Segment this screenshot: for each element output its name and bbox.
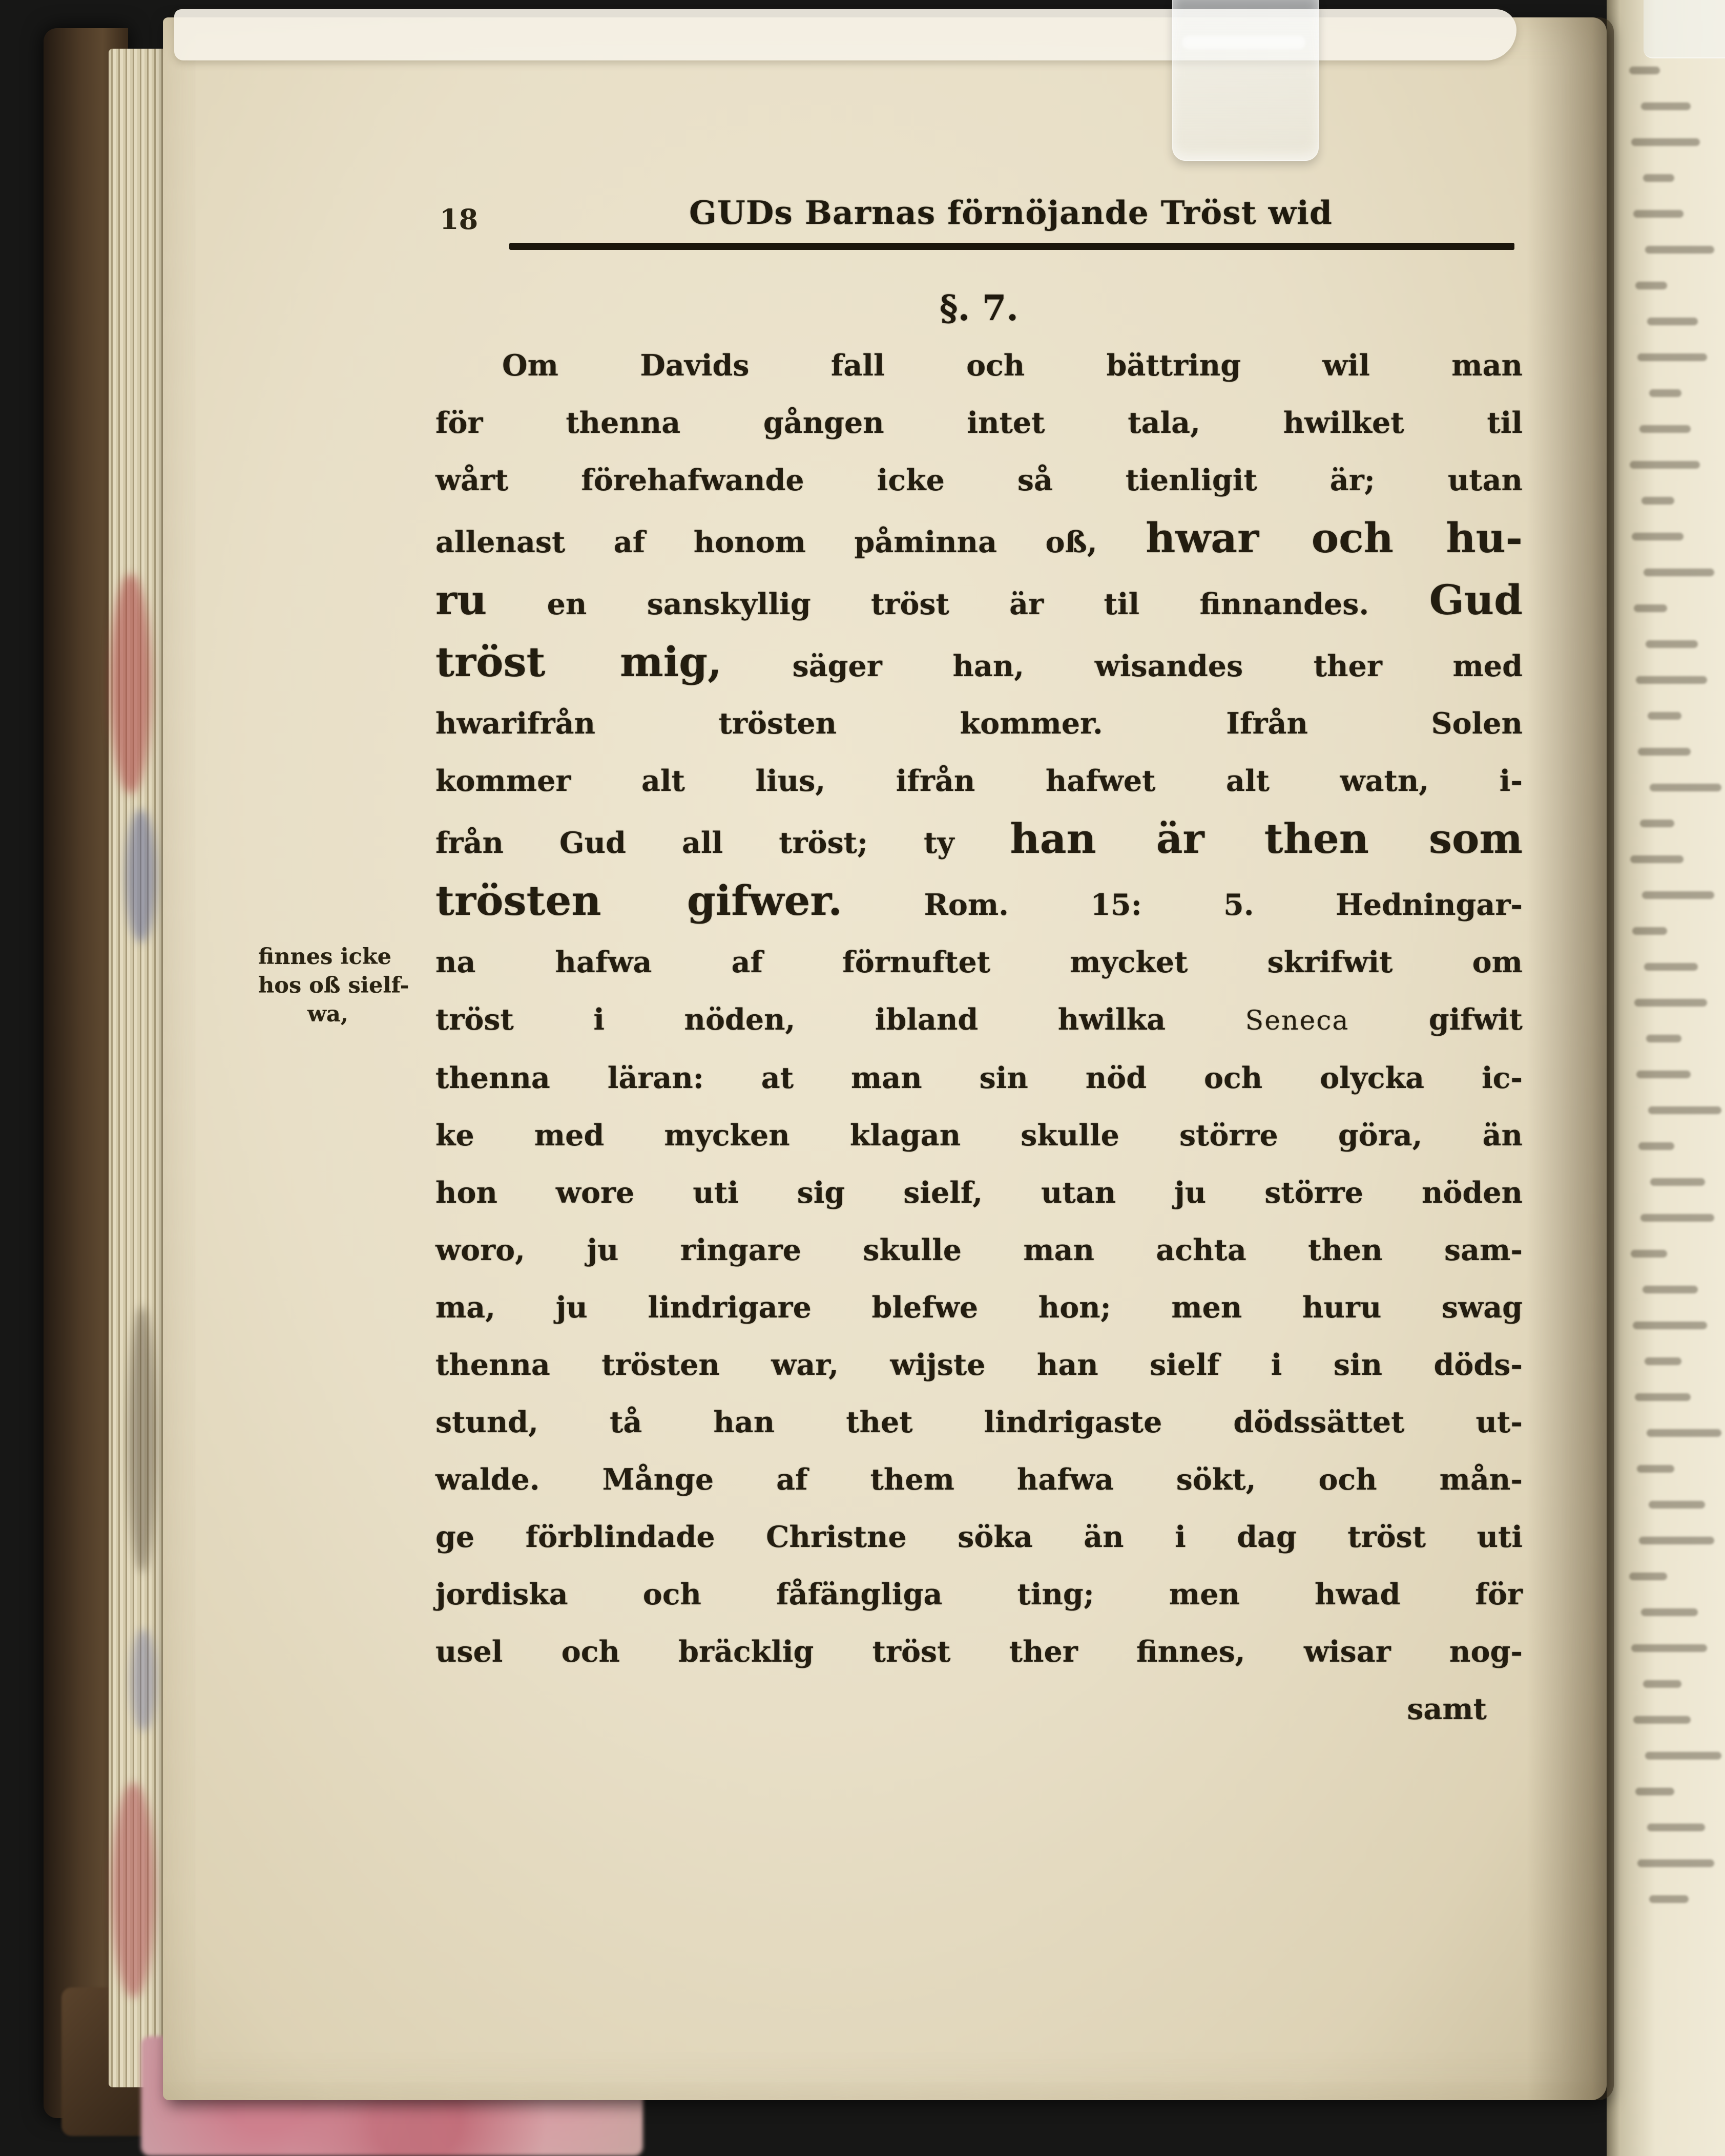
bleed-line [1643, 174, 1674, 182]
bleed-line [1639, 425, 1691, 433]
margin-note-line: wa, [307, 1001, 348, 1027]
body-text-segment: stund, tå han thet lindrigaste dödssättet ut- [435, 1405, 1523, 1439]
body-line [435, 991, 1523, 1050]
body-text-segment: thenna läran: at man sin nöd och olycka ic- [435, 1061, 1523, 1095]
bleed-line [1643, 1680, 1681, 1688]
bleed-line [1637, 1465, 1674, 1473]
body-line [435, 1107, 1523, 1164]
body-text-segment: na hafwa af förnuftet mycket skrifwit om [435, 945, 1523, 979]
body-text-segment: walde. Månge af them hafwa sökt, och mån- [435, 1462, 1523, 1497]
page-number: 18 [440, 203, 479, 236]
bleed-line [1641, 102, 1691, 110]
body-text-segment: thenna trösten war, wijste han sielf i sin döds- [435, 1348, 1523, 1382]
bleed-line [1631, 1644, 1707, 1652]
bleed-line [1642, 891, 1714, 899]
bleed-line [1643, 1286, 1698, 1293]
body-text-segment: han är then som [1010, 814, 1523, 863]
body-text-segment: wårt förehafwande icke så tienligit är; utan [435, 463, 1523, 497]
body-text [435, 280, 1523, 1738]
bleed-line [1649, 1895, 1689, 1903]
bleed-line [1632, 927, 1667, 935]
margin-note-line: hos oß sielf- [258, 973, 409, 998]
bleed-line [1635, 1393, 1691, 1401]
body-line [435, 934, 1523, 991]
body-text-segment: trösten gifwer. [435, 876, 843, 925]
body-text-segment: tröst mig, [435, 638, 722, 686]
bleed-line [1634, 999, 1707, 1007]
marbled-edge-decoration [128, 1306, 156, 1573]
body-text-segment: tröst i nöden, ibland hwilka [435, 1002, 1245, 1037]
margin-note-line: finnes icke [258, 944, 391, 970]
bleed-line [1633, 210, 1684, 218]
body-line [435, 571, 1523, 633]
body-line [435, 1279, 1523, 1336]
bleed-line [1649, 389, 1681, 397]
bleed-through-text [1629, 67, 1721, 1931]
body-line [435, 1050, 1523, 1107]
body-text-segment: Om Davids fall och bättring wil man [502, 348, 1523, 383]
bleed-line [1644, 963, 1698, 971]
marbled-edge-decoration [131, 1629, 156, 1731]
bleed-line [1639, 1537, 1714, 1544]
margin-note [258, 943, 427, 1029]
body-line [435, 1336, 1523, 1394]
bleed-line [1641, 1608, 1698, 1616]
plastic-strip-fold [1182, 36, 1305, 49]
bleed-line [1629, 1573, 1667, 1580]
bleed-line [1647, 1429, 1721, 1437]
body-line [435, 394, 1523, 452]
body-line [435, 810, 1523, 872]
bleed-line [1636, 1071, 1691, 1078]
body-text-segment: för thenna gången intet tala, hwilket til [435, 406, 1523, 440]
bleed-line [1634, 604, 1667, 612]
body-text-segment: en sanskyllig tröst är til finnandes. [487, 587, 1429, 621]
bleed-line [1645, 246, 1714, 254]
body-line [435, 1451, 1523, 1509]
bleed-line [1647, 1824, 1705, 1831]
body-line [435, 1222, 1523, 1279]
body-line [435, 452, 1523, 509]
body-line [435, 1394, 1523, 1451]
bleed-line [1638, 748, 1691, 756]
bleed-line [1641, 497, 1674, 505]
body-text-segment: usel och bräcklig tröst ther finnes, wisar nog- [435, 1635, 1523, 1669]
plastic-strip [1172, 0, 1319, 161]
bleed-line [1646, 1035, 1681, 1042]
bleed-line [1635, 1788, 1674, 1795]
bleed-line [1649, 1501, 1705, 1509]
bleed-line [1644, 569, 1714, 576]
bleed-line [1645, 1357, 1681, 1365]
marbled-edge-decoration [110, 574, 151, 794]
body-line [435, 1623, 1523, 1681]
bleed-line [1633, 1716, 1691, 1724]
body-text-segment: Seneca [1245, 1006, 1349, 1036]
marbled-edge-decoration [112, 1783, 155, 1998]
body-text-segment: kommer alt lius, ifrån hafwet alt watn, i- [435, 764, 1523, 798]
bleed-line [1631, 138, 1700, 146]
body-line [435, 695, 1523, 752]
bleed-line [1648, 1106, 1721, 1114]
body-line [435, 1566, 1523, 1623]
body-text-segment: hwarifrån trösten kommer. Ifrån Solen [435, 706, 1523, 741]
body-text-segment: allenast af honom påminna oß, [435, 525, 1146, 559]
body-text-segment: ke med mycken klagan skulle större göra, än [435, 1118, 1523, 1153]
bleed-line [1648, 712, 1681, 720]
bleed-line [1645, 1752, 1721, 1760]
bleed-line [1631, 1250, 1667, 1258]
bleed-line [1637, 353, 1707, 361]
body-text-segment: jordiska och fåfängliga ting; men hwad för [435, 1577, 1523, 1611]
bleed-line [1638, 1142, 1674, 1150]
bleed-line [1630, 855, 1684, 863]
body-line [435, 1509, 1523, 1566]
running-header: GUDs Barnas förnöjande Tröst wid [689, 194, 1333, 232]
body-text-segment: hon wore uti sig sielf, utan ju större nöden [435, 1176, 1523, 1210]
body-text-segment: woro, ju ringare skulle man achta then sam- [435, 1233, 1523, 1267]
bleed-line [1650, 784, 1721, 791]
body-text-segment: säger han, wisandes ther med [721, 649, 1523, 683]
body-text-segment: gifwit [1349, 1002, 1523, 1037]
bleed-line [1636, 676, 1707, 684]
bleed-line [1629, 67, 1660, 74]
marbled-edge-decoration [126, 809, 156, 943]
bleed-line [1633, 1322, 1707, 1329]
body-text-segment: ma, ju lindrigare blefwe hon; men huru swag [435, 1290, 1523, 1325]
body-line [435, 872, 1523, 934]
body-text-segment: Gud [1429, 576, 1523, 624]
body-text-segment: ge förblindade Christne söka än i dag tröst uti [435, 1520, 1523, 1554]
bleed-line [1635, 282, 1667, 289]
body-text-segment: ru [435, 576, 487, 624]
bleed-line [1650, 1178, 1705, 1186]
body-line [435, 337, 1523, 394]
body-line [435, 633, 1523, 695]
body-line [435, 509, 1523, 571]
header-rule [509, 243, 1514, 250]
right-page-edge [1607, 0, 1725, 2156]
bleed-line [1640, 1214, 1714, 1222]
bleed-line [1646, 640, 1698, 648]
body-line [435, 752, 1523, 810]
left-page [163, 17, 1607, 2100]
bleed-line [1632, 533, 1684, 540]
catchword: samt [1407, 1692, 1487, 1726]
bleed-line [1637, 1859, 1714, 1867]
bleed-line [1640, 820, 1674, 827]
plastic-strip-corner [1644, 0, 1725, 58]
bleed-line [1630, 461, 1700, 469]
bleed-line [1647, 318, 1698, 325]
body-text-segment: Rom. 15: 5. Hedningar- [842, 888, 1523, 922]
body-lines [435, 337, 1523, 1681]
section-heading: §. 7. [940, 288, 1019, 329]
body-text-segment: från Gud all tröst; ty [435, 826, 1010, 860]
body-line [435, 1164, 1523, 1222]
body-text-segment: hwar och hu- [1146, 514, 1523, 562]
